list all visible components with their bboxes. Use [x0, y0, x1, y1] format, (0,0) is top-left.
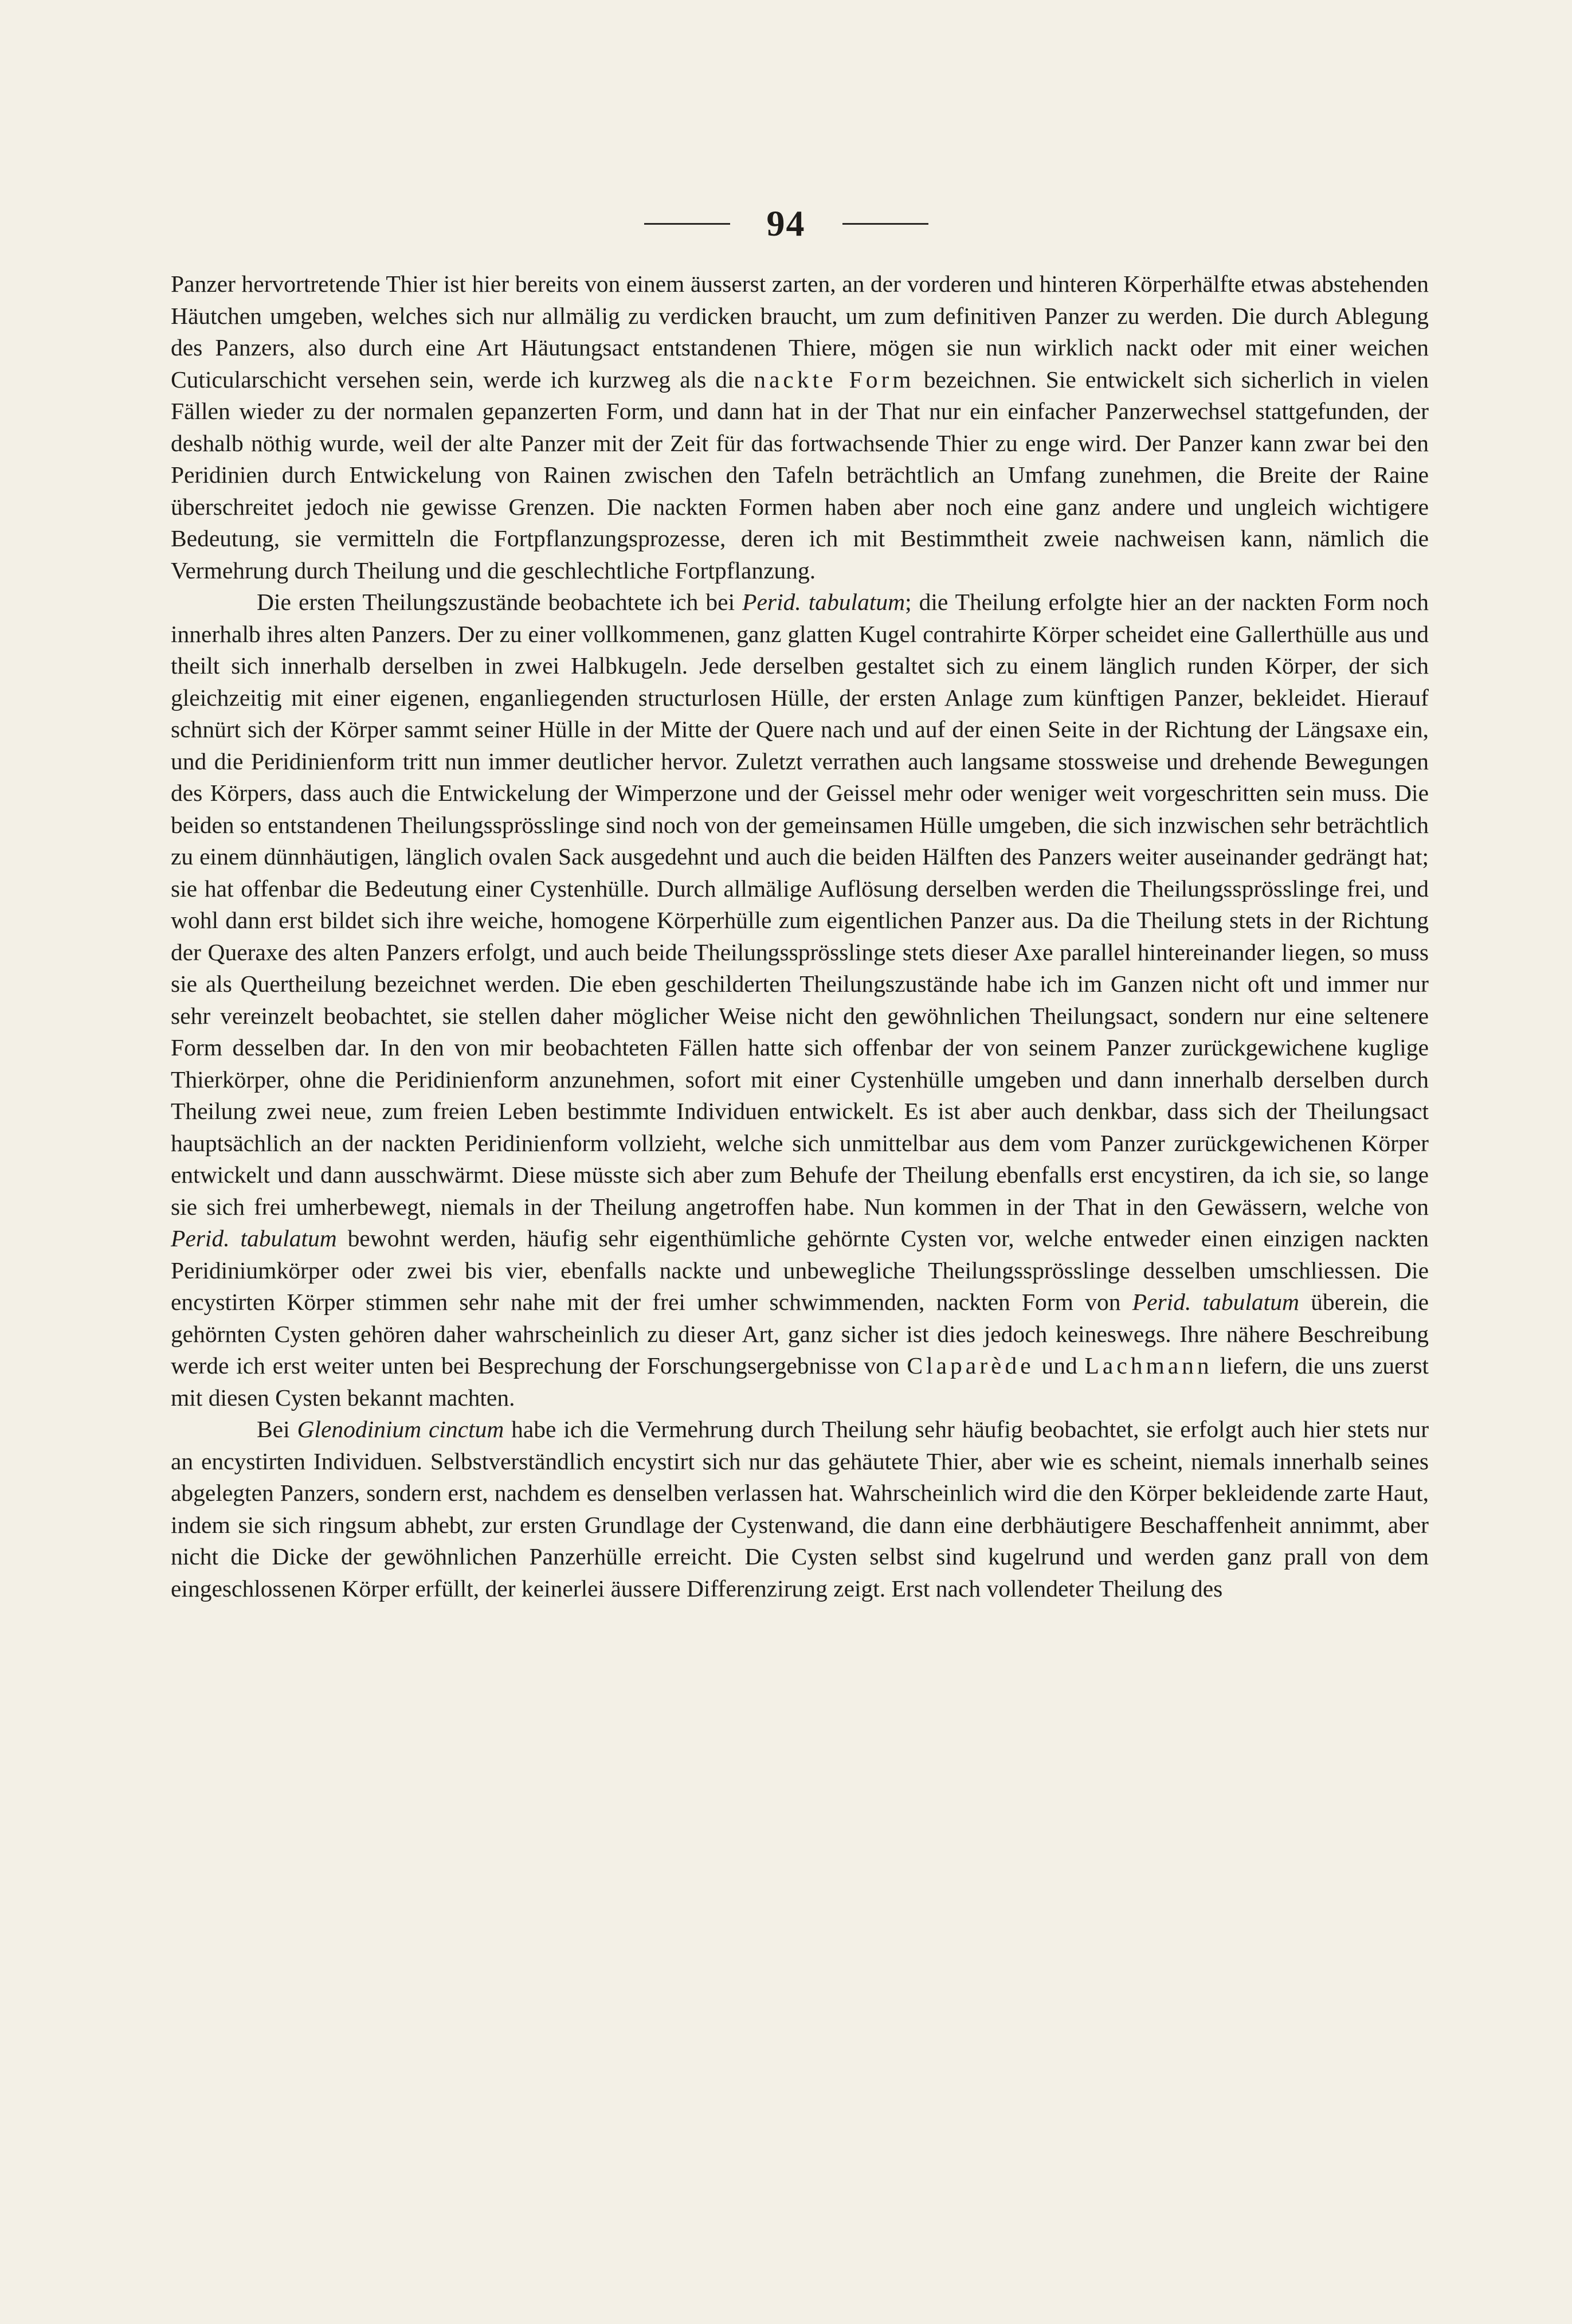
- header-rule-left: [644, 223, 730, 225]
- species-name-glenodinium-cinctum: Glenodinium cinctum: [297, 1416, 504, 1442]
- species-name-perid-tabulatum-3: Perid. tabulatum: [1132, 1289, 1299, 1315]
- paragraph-1-text-a: Panzer hervortretende Thier ist hier bereits von einem äusserst zarten, an der vorderen und hinteren Körperhälfte etwas abstehenden Häutchen umgeben, welches sich nur allmälig zu verdicken braucht, um zum definitiven Panzer zu werden. Die durch Ablegung des Panzers, also durch eine Art Häutungsact entstandenen Thiere, mögen sie nun wirklich nackt oder mit einer weichen Cuticularschicht versehen sein, werde ich kurzweg als die: [171, 271, 1429, 393]
- paragraph-2-text-a: Die ersten Theilungszustände beobachtete ich bei: [257, 589, 735, 615]
- paragraph-3-text-b: habe ich die Vermehrung durch Theilung sehr häufig beobachtet, sie erfolgt auch hier stets nur an encystirten Individuen. Selbstverständlich encystirt sich nur das gehäutete Thier, aber wie es scheint, niemals innerhalb seines abgelegten Panzers, sondern erst, nachdem es denselben verlassen hat. Wahrscheinlich wird die den Körper bekleidende zarte Haut, indem sie sich ringsum abhebt, zur ersten Grundlage der Cystenwand, die dann eine derbhäutigere Beschaffenheit annimmt, aber nicht die Dicke der gewöhnlichen Panzerhülle erreicht. Die Cysten selbst sind kugelrund und werden ganz prall von dem eingeschlossenen Körper erfüllt, der keinerlei äussere Differenzirung zeigt. Erst nach vollendeter Theilung des: [171, 1416, 1429, 1602]
- paragraph-2-text-d: überein, die gehörnten Cysten gehören daher wahrscheinlich zu dieser Art, ganz sicher ist dies jedoch keineswegs. Ihre nähere Beschreibung werde ich erst weiter unten bei Besprechung der Forschungsergebnisse von: [171, 1289, 1429, 1379]
- page-header: [0, 195, 1572, 252]
- paragraph-1-text-b: bezeichnen. Sie entwickelt sich sicherlich in vielen Fällen wieder zu der normalen gepanzerten Form, und dann hat in der That nur ein einfacher Panzerwechsel stattgefunden, der deshalb nöthig wurde, weil der alte Panzer mit der Zeit für das fortwachsende Thier zu enge wird. Der Panzer kann zwar bei den Peridinien durch Entwickelung von Rainen zwischen den Tafeln beträchtlich an Umfang zunehmen, die Breite der Raine überschreitet jedoch nie gewisse Grenzen. Die nackten Formen haben aber noch eine ganz andere und ungleich wichtigere Bedeutung, sie vermitteln die Fortpflanzungsprozesse, deren ich mit Bestimmtheit zweie nachweisen kann, nämlich die Vermehrung durch Theilung und die geschlechtliche Fortpflanzung.: [171, 366, 1429, 584]
- header-rule-right: [842, 223, 928, 225]
- paragraph-2-text-f: liefern, die uns zuerst mit diesen Cysten bekannt machten.: [171, 1352, 1429, 1411]
- species-name-perid-tabulatum-2: Perid. tabulatum: [171, 1225, 337, 1251]
- page-number: 94: [766, 203, 806, 244]
- paragraph-2-text-e: und: [1041, 1352, 1077, 1379]
- body-text: [171, 268, 1429, 1605]
- spaced-term-nackte-form: nackte Form: [754, 366, 915, 393]
- paragraph-3-text-a: Bei: [257, 1416, 290, 1442]
- author-name-lachmann: Lachmann: [1084, 1352, 1213, 1379]
- paragraph-3: [171, 1414, 1429, 1605]
- author-name-claparede: Claparède: [907, 1352, 1034, 1379]
- paragraph-2: [171, 586, 1429, 1414]
- paragraph-1: [171, 268, 1429, 586]
- species-name-perid-tabulatum-1: Perid. tabulatum: [742, 589, 905, 615]
- paragraph-2-text-c: bewohnt werden, häufig sehr eigenthümliche gehörnte Cysten vor, welche entweder einen einzigen nackten Peridiniumkörper oder zwei bis vier, ebenfalls nackte und unbewegliche Theilungssprösslinge desselben umschliessen. Die encystirten Körper stimmen sehr nahe mit der frei umher schwimmenden, nackten Form von: [171, 1225, 1429, 1315]
- paragraph-2-text-b: ; die Theilung erfolgte hier an der nackten Form noch innerhalb ihres alten Panzers. Der zu einer vollkommenen, ganz glatten Kugel contrahirte Körper scheidet eine Gallerthülle aus und theilt sich innerhalb derselben in zwei Halbkugeln. Jede derselben gestaltet sich zu einem länglich runden Körper, der sich gleichzeitig mit einer eigenen, enganliegenden structurlosen Hülle, der ersten Anlage zum künftigen Panzer, bekleidet. Hierauf schnürt sich der Körper sammt seiner Hülle in der Mitte der Quere nach und auf der einen Seite in der Richtung der Längsaxe ein, und die Peridinienform tritt nun immer deutlicher hervor. Zuletzt verrathen auch langsame stossweise und drehende Bewegungen des Körpers, dass auch die Entwickelung der Wimperzone und der Geissel mehr oder weniger weit vorgeschritten sein muss. Die beiden so entstandenen Theilungssprösslinge sind noch von der gemeinsamen Hülle umgeben, die sich inzwischen sehr beträchtlich zu einem dünnhäutigen, länglich ovalen Sack ausgedehnt und auch die beiden Hälften des Panzers weiter auseinander gedrängt hat; sie hat offenbar die Bedeutung einer Cystenhülle. Durch allmälige Auflösung derselben werden die Theilungssprösslinge frei, und wohl dann erst bildet sich ihre weiche, homogene Körperhülle zum eigentlichen Panzer aus. Da die Theilung stets in der Richtung der Queraxe des alten Panzers erfolgt, und auch beide Theilungssprösslinge stets dieser Axe parallel hintereinander liegen, so muss sie als Quertheilung bezeichnet werden. Die eben geschilderten Theilungszustände habe ich im Ganzen nicht oft und immer nur sehr vereinzelt beobachtet, sie stellen daher möglicher Weise nicht den gewöhnlichen Theilungsact, sondern nur eine seltenere Form desselben dar. In den von mir beobachteten Fällen hatte sich offenbar der von seinem Panzer zurückgewichene kuglige Thierkörper, ohne die Peridinienform anzunehmen, sofort mit einer Cystenhülle umgeben und dann innerhalb derselben durch Theilung zwei neue, zum freien Leben bestimmte Individuen entwickelt. Es ist aber auch denkbar, dass sich der Theilungsact hauptsächlich an der nackten Peridinienform vollzieht, welche sich unmittelbar aus dem vom Panzer zurückgewichenen Körper entwickelt und dann ausschwärmt. Diese müsste sich aber zum Behufe der Theilung ebenfalls erst encystiren, da ich sie, so lange sie sich frei umherbewegt, niemals in der Theilung angetroffen habe. Nun kommen in der That in den Gewässern, welche von: [171, 589, 1429, 1220]
